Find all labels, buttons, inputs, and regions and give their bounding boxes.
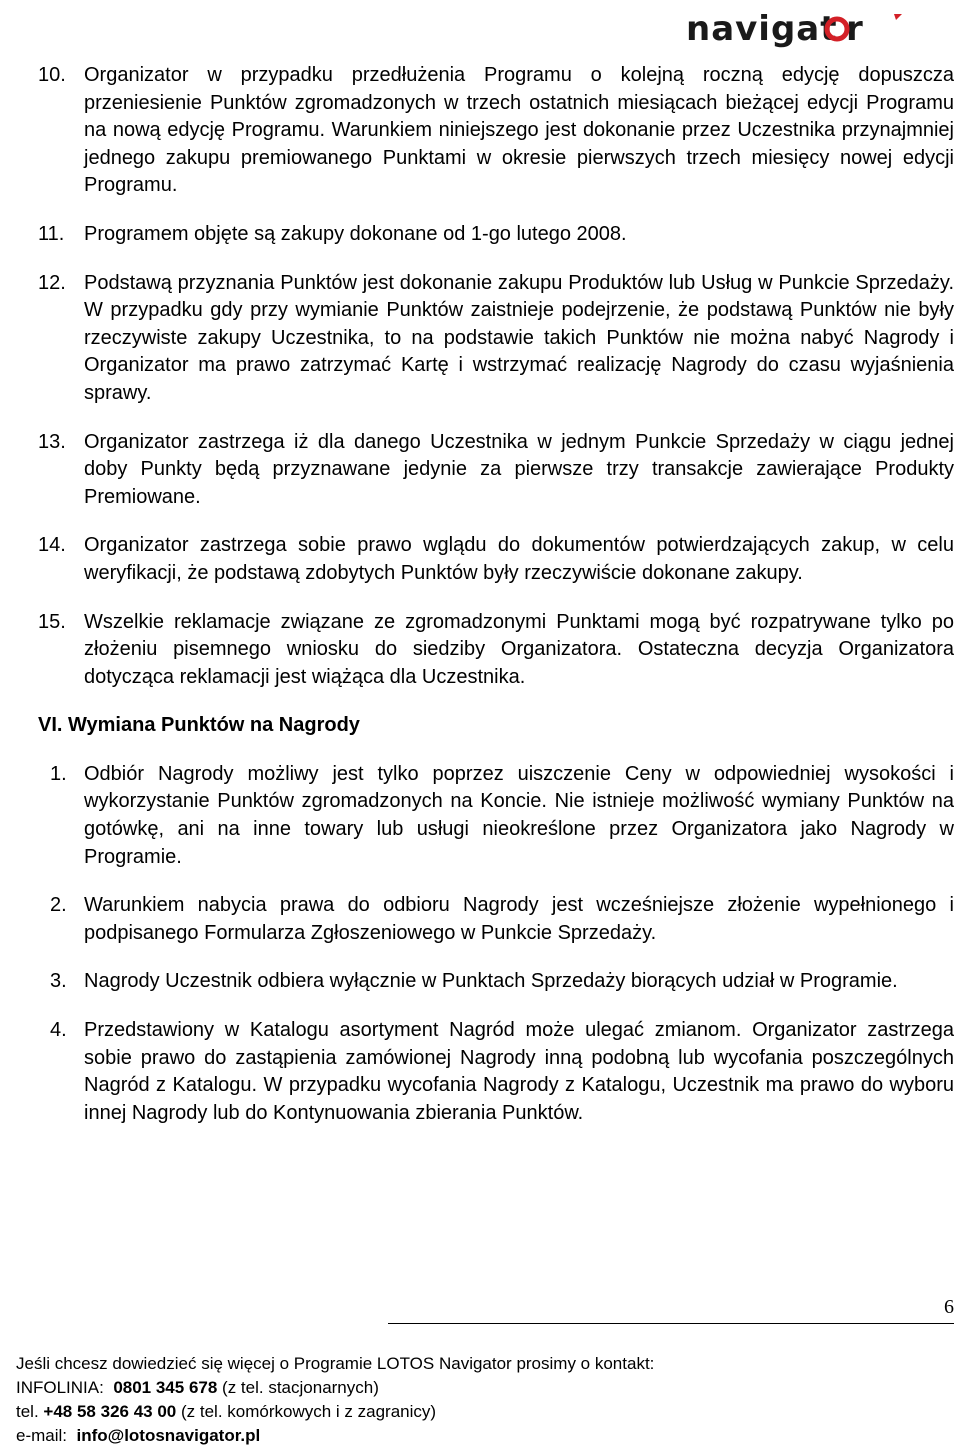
list-item	[38, 62, 954, 200]
list-item	[38, 270, 954, 408]
svg-text:r: r	[846, 9, 864, 49]
item-number: 4.	[50, 1019, 67, 1042]
list-item	[38, 429, 954, 512]
item-number: 13.	[38, 430, 66, 453]
tel-label: tel.	[16, 1402, 39, 1421]
item-number: 11.	[38, 222, 65, 245]
item-text: Wszelkie reklamacje związane ze zgromadzonymi Punktami mogą być rozpatrywane tylko po złożeniu pisemnego wniosku do siedziby Organizatora. Ostateczna decyzja Organizatora dotycząca reklamacji jest wiążąca dla Uczestnika.	[84, 610, 954, 688]
item-text: Organizator zastrzega iż dla danego Uczestnika w jednym Punkcie Sprzedaży w ciągu jednej doby Punkty będą przyznawane jedynie za pierwsze trzy transakcje zawierające Produkty Premiowane.	[84, 430, 954, 508]
email-link[interactable]: info@lotosnavigator.pl	[76, 1426, 261, 1445]
item-text: Przedstawiony w Katalogu asortyment Nagród może ulegać zmianom. Organizator zastrzega sobie prawo do zastąpienia zamówionej Nagrody inną podobną lub wycofania poszczególnych Nagród z Katalogu. W przypadku wycofania Nagrody z Katalogu, Uczestnik ma prawo do wyboru innej Nagrody lub do Kontynuowania zbierania Punktów.	[84, 1019, 954, 1124]
footer-tel	[16, 1400, 654, 1424]
tel-number: +48 58 326 43 00	[43, 1402, 177, 1421]
infolinia-number: 0801 345 678	[113, 1378, 218, 1397]
infolinia-label: INFOLINIA:	[16, 1378, 104, 1397]
item-number: 1.	[50, 762, 67, 785]
navigator-logo	[686, 8, 936, 50]
list-item	[38, 221, 954, 249]
item-text: Odbiór Nagrody możliwy jest tylko poprzez uiszczenie Ceny w odpowiedniej wysokości i wykorzystanie Punktów zgromadzonych na Koncie. Nie istnieje możliwość wymiany Punktów na gotówkę, ani na inne towary lub usługi nieokreślone przez Organizatora jako Nagrody w Programie.	[84, 762, 954, 868]
item-text: Programem objęte są zakupy dokonane od 1-go lutego 2008.	[84, 222, 627, 245]
footer-contact	[16, 1352, 654, 1448]
item-number: 14.	[38, 534, 66, 557]
footer-email	[16, 1424, 654, 1448]
page-number: 6	[944, 1296, 954, 1318]
item-text: Nagrody Uczestnik odbiera wyłącznie w Punktach Sprzedaży biorących udział w Programie.	[84, 970, 898, 993]
tel-note: (z tel. komórkowych i z zagranicy)	[180, 1402, 437, 1421]
document-body	[38, 62, 954, 1148]
item-number: 3.	[50, 970, 67, 993]
item-number: 15.	[38, 610, 66, 633]
list-item	[38, 892, 954, 947]
item-number: 2.	[50, 894, 67, 917]
list-item	[38, 609, 954, 692]
email-label: e-mail:	[16, 1426, 68, 1445]
item-number: 12.	[38, 271, 66, 294]
item-text: Organizator w przypadku przedłużenia Programu o kolejną roczną edycję dopuszcza przeniesienie Punktów zgromadzonych w trzech ostatnich miesiącach bieżącej edycji Programu na nową edycję Programu. Warunkiem niniejszego jest dokonanie przez Uczestnika przynajmniej jednego zakupu premiowanego Punktami w okresie pierwszych trzech miesięcy nowej edycji Programu.	[84, 64, 954, 197]
list-item	[38, 968, 954, 996]
infolinia-note: (z tel. stacjonarnych)	[222, 1378, 379, 1397]
section-heading: VI. Wymiana Punktów na Nagrody	[38, 714, 360, 737]
item-text: Organizator zastrzega sobie prawo wglądu do dokumentów potwierdzających zakup, w celu weryfikacji, że podstawą zdobytych Punktów były rzeczywiście dokonane zakupy.	[84, 534, 954, 584]
item-text: Warunkiem nabycia prawa do odbioru Nagrody jest wcześniejsze złożenie wypełnionego i podpisanego Formularza Zgłoszeniowego w Punkcie Sprzedaży.	[84, 894, 954, 944]
list-item	[38, 532, 954, 587]
list-item	[38, 1017, 954, 1127]
item-number: 10.	[38, 64, 66, 86]
footer-intro: Jeśli chcesz dowiedzieć się więcej o Programie LOTOS Navigator prosimy o kontakt:	[16, 1354, 655, 1373]
svg-text:navigat: navigat	[686, 9, 838, 49]
footer-divider	[388, 1323, 954, 1324]
item-text: Podstawą przyznania Punktów jest dokonanie zakupu Produktów lub Usług w Punkcie Sprzedaży. W przypadku gdy przy wymianie Punktów zaistnieje podejrzenie, że podstawą Punktów nie były rzeczywiste zakupy Uczestnika, to na podstawie takich Punktów nie można nabyć Nagrody i Organizator ma prawo zatrzymać Kartę i wstrzymać realizację Nagrody do czasu wyjaśnienia sprawy.	[84, 271, 954, 404]
footer-infolinia	[16, 1376, 654, 1400]
list-item	[38, 761, 954, 871]
